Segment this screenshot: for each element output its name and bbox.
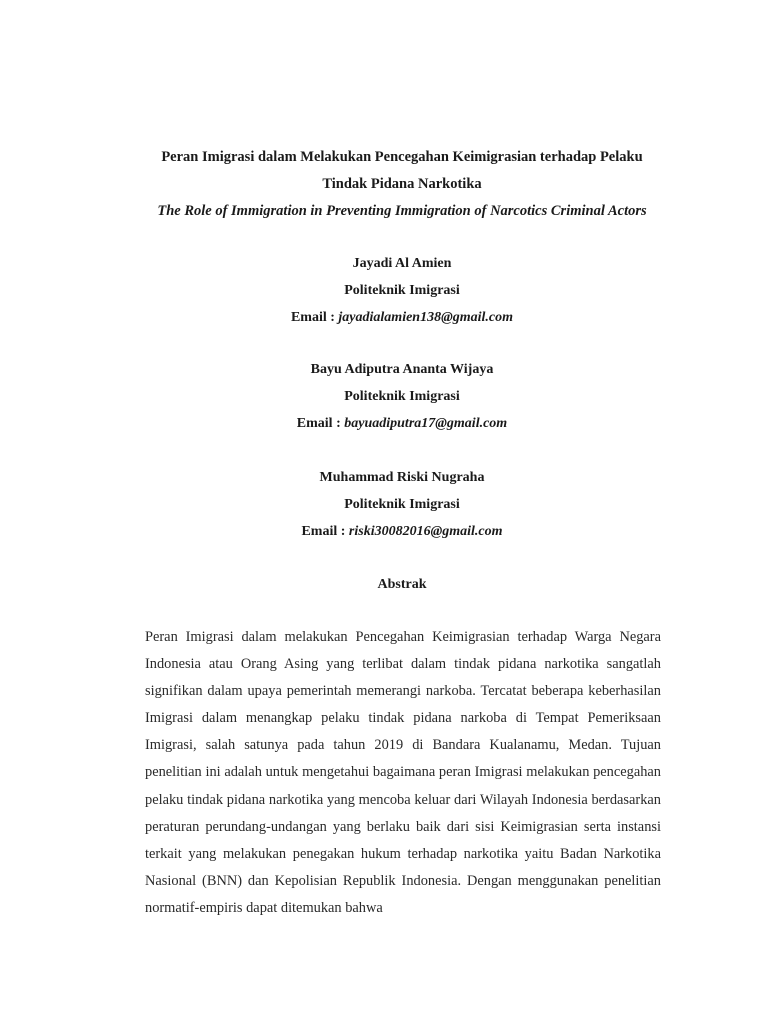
author-affiliation: Politeknik Imigrasi [344,389,460,404]
email-label: Email : [290,310,339,325]
author-affiliation: Politeknik Imigrasi [344,283,460,298]
paper-title-line-1: Peran Imigrasi dalam Melakukan Pencegahan Keimigrasian terhadap Pelaku [161,149,643,165]
author-block-1 [100,250,704,331]
author-email-line [100,518,704,545]
author-email-line [100,410,704,437]
author-email[interactable]: jayadialamien138@gmail.com [338,310,514,325]
abstract-text: Peran Imigrasi dalam melakukan Pencegahan Keimigrasian terhadap Warga Negara Indonesia atau Orang Asing yang terlibat dalam tindak pidana narkotika sangatlah signifikan dalam upaya pemerintah memerangi narkoba. Tercatat beberapa keberhasilan Imigrasi dalam menangkap pelaku tindak pidana narkoba di Tempat Pemeriksaan Imigrasi, salah satunya pada tahun 2019 di Bandara Kualanamu, Medan. Tujuan penelitian ini adalah untuk mengetahui bagaimana peran Imigrasi melakukan pencegahan pelaku tindak pidana narkotika yang mencoba keluar dari Wilayah Indonesia berdasarkan peraturan perundang-undangan yang berlaku baik dari sisi Keimigrasian serta instansi terkait yang melakukan penegakan hukum terhadap narkotika yaitu Badan Narkotika Nasional (BNN) dan Kepolisian Republik Indonesia. Dengan menggunakan penelitian normatif-empiris dapat ditemukan bahwa [145,629,661,916]
title-block [100,144,704,225]
author-name: Jayadi Al Amien [352,256,452,271]
paper-title-english: The Role of Immigration in Preventing Immigration of Narcotics Criminal Actors [157,203,647,219]
email-label: Email : [301,524,349,539]
author-block-3 [100,464,704,545]
author-email[interactable]: bayuadiputra17@gmail.com [344,416,508,431]
paper-title-line-2: Tindak Pidana Narkotika [322,176,482,192]
author-block-2 [100,356,704,437]
email-label: Email : [296,416,345,431]
author-email-line [100,304,704,331]
author-email[interactable]: riski30082016@gmail.com [348,524,503,539]
abstract-heading: Abstrak [377,577,427,592]
author-affiliation: Politeknik Imigrasi [344,497,460,512]
author-name: Muhammad Riski Nugraha [319,470,485,485]
author-name: Bayu Adiputra Ananta Wijaya [310,362,494,377]
